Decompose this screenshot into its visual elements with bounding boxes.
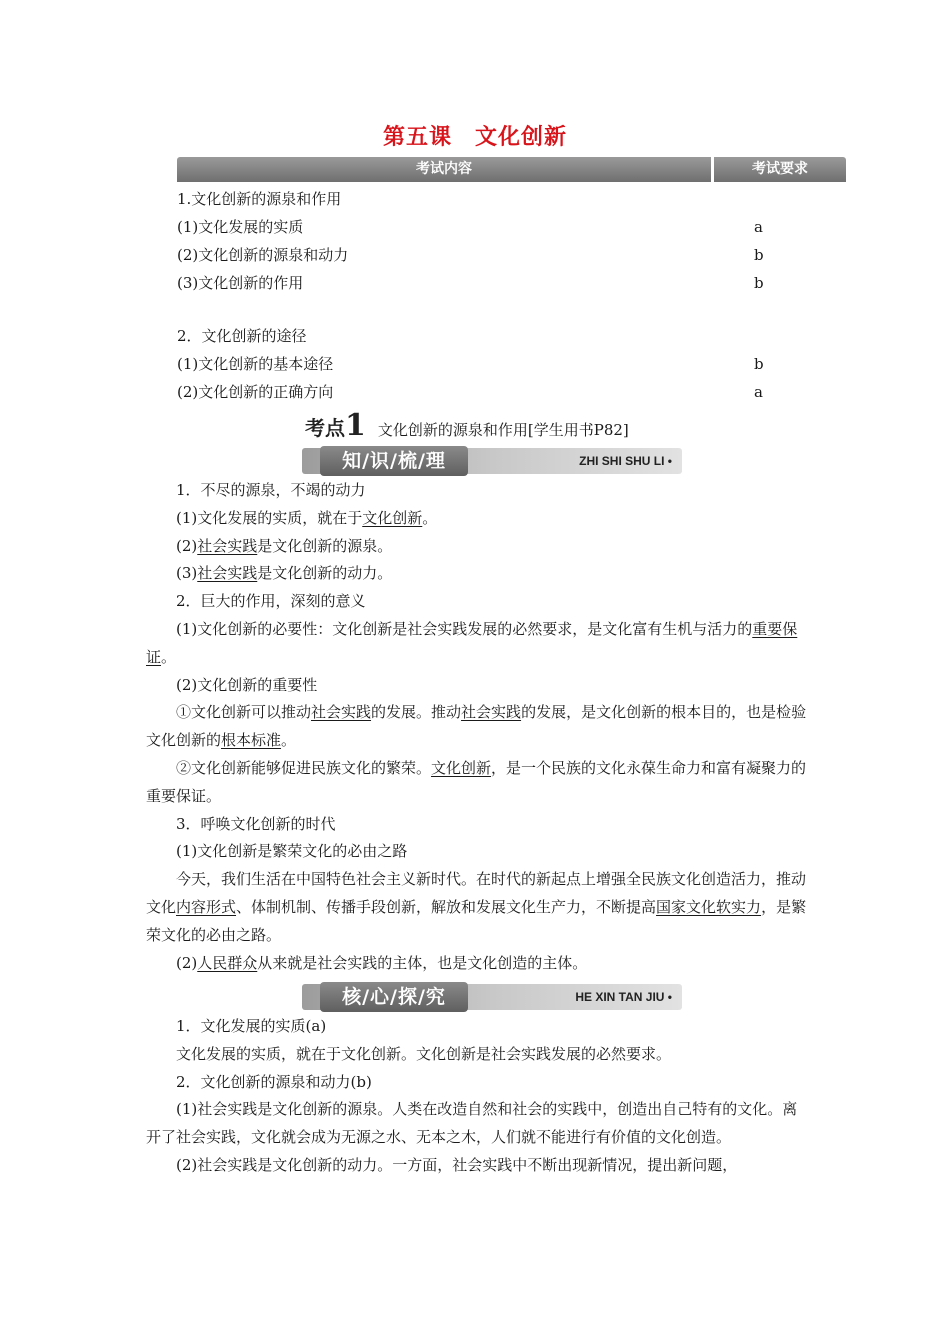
table-cell-req: b: [754, 246, 764, 264]
section-banner-hexin: [302, 984, 682, 1010]
answer-blank: 内容形式: [176, 897, 237, 916]
table-cell-req: b: [754, 355, 764, 373]
answer-blank: 根本标准: [221, 731, 282, 750]
table-row: (1)文化创新的基本途径: [177, 355, 334, 373]
answer-blank: 文化创新: [431, 758, 492, 777]
table-header-requirement: [714, 157, 846, 182]
kaodian-text: 文化创新的源泉和作用[学生用书P82]: [377, 421, 629, 439]
section-zhishi-body: [146, 477, 808, 977]
answer-blank: 社会实践: [197, 564, 258, 583]
answer-blank: 社会实践: [461, 703, 522, 722]
kaodian-number: 1: [345, 408, 366, 443]
paragraph: ②文化创新能够促进民族文化的繁荣。文化创新，是一个民族的文化永葆生命力和富有凝聚力的重要保证。: [146, 758, 807, 805]
kaodian-label: 考点: [305, 416, 345, 440]
paragraph: (1)文化发展的实质，就在于文化创新。: [176, 508, 438, 527]
paragraph: 文化发展的实质，就在于文化创新。文化创新是社会实践发展的必然要求。: [176, 1044, 672, 1063]
paragraph: 3．呼唤文化创新的时代: [176, 814, 336, 833]
table-row: 1.文化创新的源泉和作用: [177, 190, 342, 208]
table-header-content: [177, 157, 711, 182]
table-row: (3)文化创新的作用: [177, 274, 304, 292]
paragraph: 1．不尽的源泉，不竭的动力: [176, 481, 366, 499]
paragraph: (3)社会实践是文化创新的动力。: [176, 564, 393, 583]
section-hexin-body: [146, 1013, 808, 1180]
paragraph: 2．文化创新的源泉和动力(b): [176, 1072, 372, 1091]
paragraph: 今天，我们生活在中国特色社会主义新时代。在时代的新起点上增强全民族文化创造活力，推动文化内容形式、体制机制、传播手段创新，解放和发展文化生产力，不断提高国家文化软实力，是繁荣文化的必由之路。: [146, 870, 807, 944]
table-row: (2)文化创新的源泉和动力: [177, 246, 349, 264]
table-cell-req: a: [754, 383, 763, 401]
header-label-requirement: 考试要求: [752, 161, 808, 177]
banner-pinyin: HE XIN TAN JIU •: [575, 990, 672, 1004]
paragraph: 1．文化发展的实质(a): [176, 1017, 327, 1035]
paragraph: (1)文化创新的必要性：文化创新是社会实践发展的必然要求，是文化富有生机与活力的重要保证。: [146, 619, 798, 666]
kaodian-heading: [305, 408, 629, 443]
section-banner-zhishi: [302, 448, 682, 474]
table-row: (2)文化创新的正确方向: [177, 383, 334, 401]
page-title: 第五课 文化创新: [382, 125, 567, 150]
answer-blank: 社会实践: [311, 703, 372, 722]
paragraph: (1)社会实践是文化创新的源泉。人类在改造自然和社会的实践中，创造出自己特有的文化。离开了社会实践，文化就会成为无源之水、无本之木，人们就不能进行有价值的文化创造。: [146, 1100, 798, 1147]
banner-title: 核/心/探/究: [320, 982, 468, 1012]
table-cell-req: b: [754, 274, 764, 292]
answer-blank: 国家文化软实力: [656, 897, 762, 916]
paragraph: (2)文化创新的重要性: [176, 675, 318, 694]
paragraph: 2．巨大的作用，深刻的意义: [176, 592, 366, 611]
answer-blank: 文化创新: [362, 508, 423, 527]
table-row: (1)文化发展的实质: [177, 218, 304, 236]
paragraph: (2)社会实践是文化创新的动力。一方面，社会实践中不断出现新情况，提出新问题，: [176, 1155, 738, 1174]
table-row: 2．文化创新的途径: [177, 327, 307, 345]
answer-blank: 人民群众: [197, 953, 258, 972]
paragraph: ①文化创新可以推动社会实践的发展。推动社会实践的发展，是文化创新的根本目的，也是检验文化创新的根本标准。: [146, 703, 807, 750]
answer-blank: 重要保证: [146, 619, 798, 666]
banner-title: 知/识/梳/理: [320, 446, 468, 476]
header-label-content: 考试内容: [416, 161, 472, 177]
paragraph: (2)人民群众从来就是社会实践的主体，也是文化创造的主体。: [176, 953, 588, 972]
table-cell-req: a: [754, 218, 763, 236]
banner-pinyin: ZHI SHI SHU LI •: [579, 454, 672, 468]
answer-blank: 社会实践: [197, 536, 258, 555]
paragraph: (2)社会实践是文化创新的源泉。: [176, 536, 393, 555]
paragraph: (1)文化创新是繁荣文化的必由之路: [176, 842, 408, 861]
